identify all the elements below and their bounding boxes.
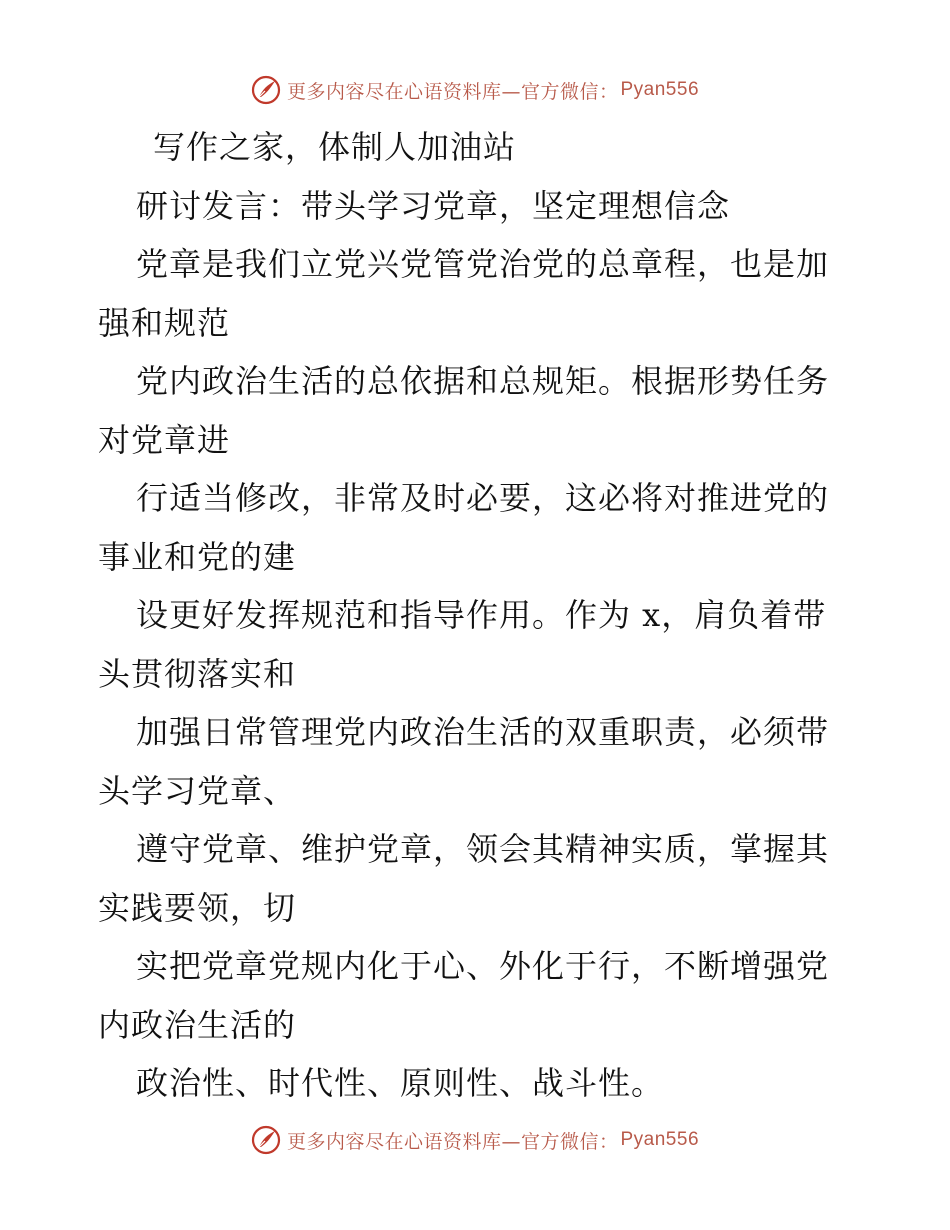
paragraph-line: 强和规范 <box>98 303 231 342</box>
paragraph-line: 行适当修改，非常及时必要，这必将对推进党的 <box>136 479 830 517</box>
paragraph-line: 实把党章党规内化于心、外化于行，不断增强党 <box>136 947 830 985</box>
paragraph-line: 遵守党章、维护党章，领会其精神实质，掌握其 <box>136 830 830 868</box>
paragraph-line: 内政治生活的 <box>98 1005 297 1044</box>
watermark-wechat-id: Pyan556 <box>620 79 700 100</box>
bottom-watermark <box>0 1120 950 1160</box>
feather-pen-logo-icon <box>251 75 281 105</box>
paragraph-line: 对党章进 <box>98 420 231 459</box>
paragraph-line: 事业和党的建 <box>98 537 297 576</box>
top-watermark <box>0 70 950 110</box>
paragraph-line: 加强日常管理党内政治生活的双重职责，必须带 <box>136 713 830 751</box>
watermark-text: 更多内容尽在心语资料库—官方微信： <box>286 1130 619 1153</box>
paragraph-line: 党章是我们立党兴党管党治党的总章程，也是加 <box>136 245 830 283</box>
paragraph-line: 设更好发挥规范和指导作用。作为 x，肩负着带 <box>136 596 827 634</box>
watermark-text: 更多内容尽在心语资料库—官方微信： <box>286 80 619 103</box>
document-header: 写作之家，体制人加油站 <box>153 128 517 166</box>
feather-pen-logo-icon <box>251 1125 281 1155</box>
paragraph-line: 头学习党章、 <box>98 771 297 810</box>
document-title: 研讨发言：带头学习党章，坚定理想信念 <box>136 186 731 225</box>
paragraph-line: 政治性、时代性、原则性、战斗性。 <box>136 1064 665 1102</box>
paragraph-line: 实践要领，切 <box>98 888 297 927</box>
paragraph-line: 党内政治生活的总依据和总规矩。根据形势任务 <box>136 362 830 400</box>
watermark-wechat-id: Pyan556 <box>620 1129 700 1150</box>
paragraph-line: 头贯彻落实和 <box>98 654 297 693</box>
document-body <box>98 118 858 1113</box>
